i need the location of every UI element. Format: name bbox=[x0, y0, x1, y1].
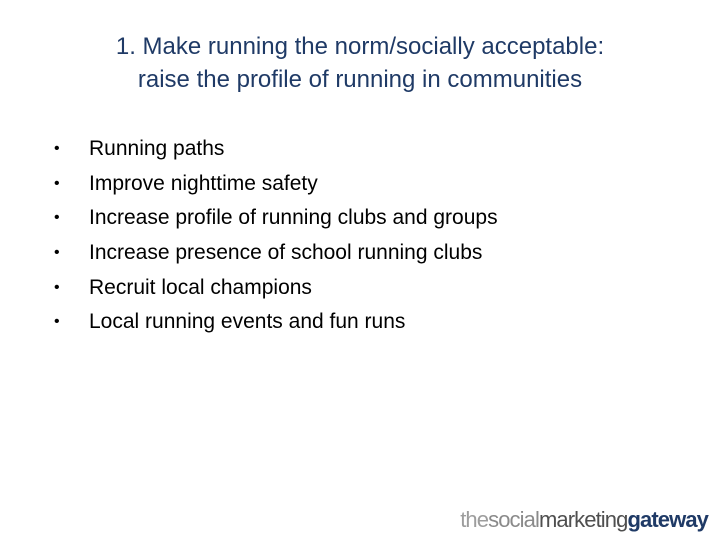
bullet-item bbox=[54, 236, 498, 271]
bullet-item bbox=[54, 167, 498, 202]
bullet-item bbox=[54, 132, 498, 167]
bullet-text: Increase presence of school running clubs bbox=[89, 241, 483, 265]
slide-title bbox=[20, 30, 700, 96]
bullet-icon: • bbox=[54, 209, 60, 227]
slide-title-line-2: raise the profile of running in communities bbox=[137, 66, 583, 93]
bullet-icon: • bbox=[54, 174, 60, 192]
brand-logo bbox=[460, 505, 708, 535]
bullet-text: Running paths bbox=[89, 137, 225, 161]
bullet-item bbox=[54, 270, 498, 305]
bullet-text: Local running events and fun runs bbox=[89, 310, 406, 334]
bullet-icon: • bbox=[54, 244, 60, 262]
bullet-text: Improve nighttime safety bbox=[89, 171, 318, 195]
bullet-icon: • bbox=[54, 140, 60, 158]
logo-text-gateway: gateway bbox=[627, 507, 708, 532]
bullet-icon: • bbox=[54, 278, 60, 296]
bullet-item bbox=[54, 305, 498, 340]
bullet-list bbox=[54, 132, 498, 340]
bullet-item bbox=[54, 201, 498, 236]
bullet-text: Increase profile of running clubs and groups bbox=[89, 206, 498, 230]
logo-text-social: social bbox=[488, 507, 539, 532]
slide-title-line-1: 1. Make running the norm/socially acceptable: bbox=[115, 33, 605, 60]
bullet-text: Recruit local champions bbox=[89, 275, 312, 299]
logo-text-marketing: marketing bbox=[538, 507, 628, 532]
logo-text-the: the bbox=[460, 507, 489, 532]
bullet-icon: • bbox=[54, 313, 60, 331]
